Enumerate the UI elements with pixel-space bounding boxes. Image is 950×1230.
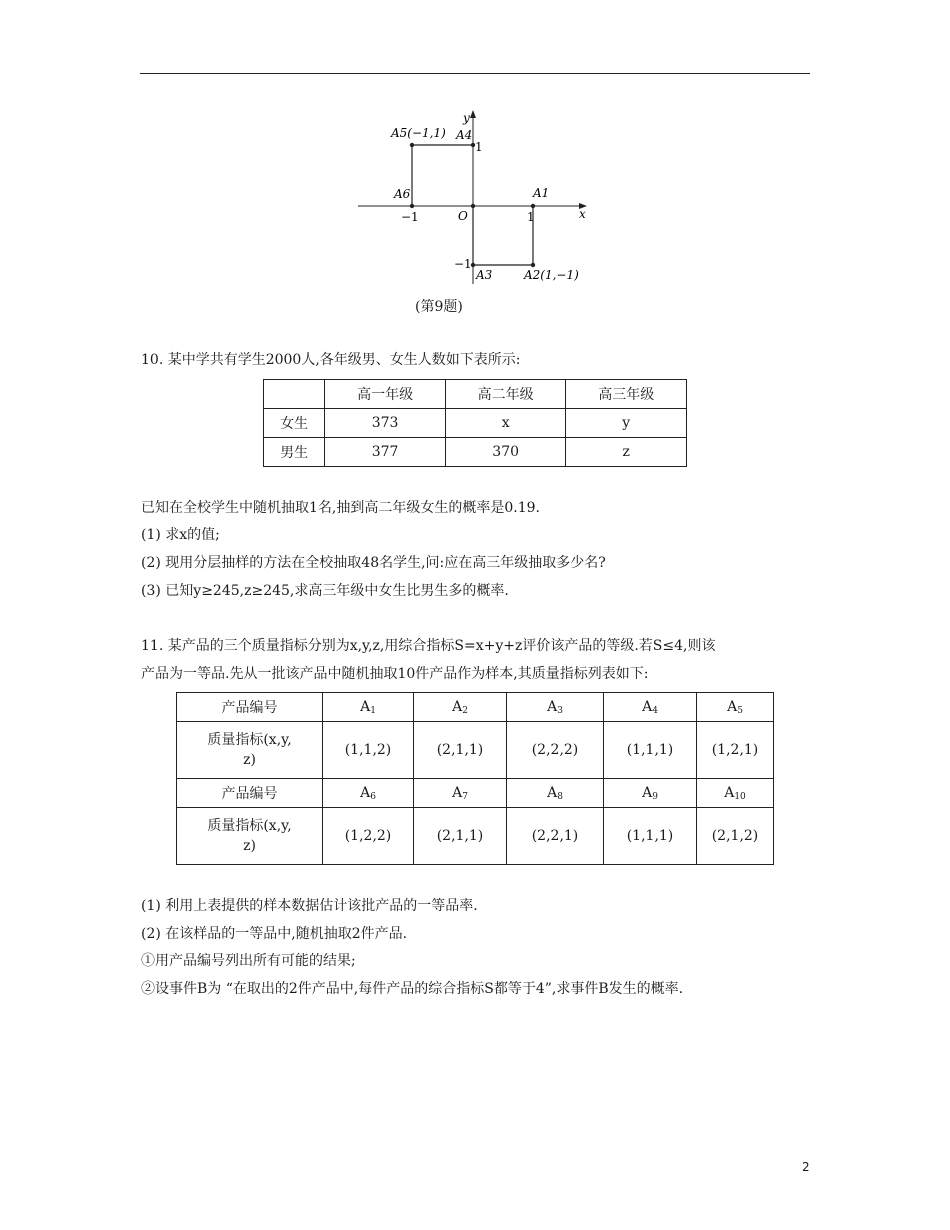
q10-given: 已知在全校学生中随机抽取1名,抽到高二年级女生的概率是0.19. <box>141 500 540 516</box>
label-a6: A6 <box>394 187 411 201</box>
q11-intro-line2: 产品为一等品.先从一批该产品中随机抽取10件产品作为样本,其质量指标列表如下: <box>141 666 649 682</box>
table-cell: $A_7$ <box>414 779 507 808</box>
table-row <box>177 779 774 808</box>
tick-neg1-y: −1 <box>454 257 472 271</box>
table-row <box>177 808 774 865</box>
table-cell: (2,1,1) <box>414 808 507 865</box>
table-cell: (2,2,1) <box>507 808 604 865</box>
table-cell: 质量指标(x,y, z) <box>177 722 323 779</box>
q10-intro: 10. 某中学共有学生2000人,各年级男、女生人数如下表所示: <box>141 352 521 368</box>
table-cell: 男生 <box>264 438 325 467</box>
table-cell: 产品编号 <box>177 693 323 722</box>
y-axis-arrow <box>470 110 476 118</box>
origin-label: O <box>458 209 468 223</box>
label-a4: A4 <box>456 128 473 142</box>
table-cell: (1,1,1) <box>604 722 697 779</box>
table-row <box>264 438 687 467</box>
table-cell: $A_6$ <box>323 779 414 808</box>
tick-1-x: 1 <box>527 210 535 224</box>
table-cell: (1,1,2) <box>323 722 414 779</box>
table-cell: $A_8$ <box>507 779 604 808</box>
table-cell: $A_3$ <box>507 693 604 722</box>
q10-part-2: (2) 现用分层抽样的方法在全校抽取48名学生,问:应在高三年级抽取多少名? <box>141 555 606 571</box>
q11-part-2: (2) 在该样品的一等品中,随机抽取2件产品. <box>141 926 408 942</box>
table-cell: (2,1,1) <box>414 722 507 779</box>
q11-table <box>176 692 774 865</box>
table-cell: (1,1,1) <box>604 808 697 865</box>
table-cell: (1,2,1) <box>697 722 774 779</box>
lower-right-square <box>473 206 533 265</box>
label-a3: A3 <box>476 268 493 282</box>
table-cell: 产品编号 <box>177 779 323 808</box>
point-a1 <box>531 204 535 208</box>
table-cell: $A_1$ <box>323 693 414 722</box>
table-cell: 女生 <box>264 409 325 438</box>
table-cell: 373 <box>325 409 446 438</box>
upper-left-square <box>412 145 473 206</box>
table-cell: 质量指标(x,y, z) <box>177 808 323 865</box>
point-origin <box>471 204 475 208</box>
table-row <box>264 409 687 438</box>
figure-caption: (第9题) <box>415 299 463 315</box>
q10-part-1: (1) 求x的值; <box>141 527 220 543</box>
table-cell: $A_5$ <box>697 693 774 722</box>
table-cell <box>264 380 325 409</box>
table-cell: y <box>566 409 687 438</box>
q10-table <box>263 379 687 467</box>
coordinate-figure <box>355 108 595 293</box>
q11-part-2a: ①用产品编号列出所有可能的结果; <box>141 953 356 969</box>
table-cell: (1,2,2) <box>323 808 414 865</box>
table-cell: 高三年级 <box>566 380 687 409</box>
label-a1: A1 <box>533 186 550 200</box>
q11-intro-line1: 11. 某产品的三个质量指标分别为x,y,z,用综合指标S=x+y+z评价该产品的等级.若S≤4,则该 <box>141 638 716 654</box>
table-cell: 377 <box>325 438 446 467</box>
q10-part-3: (3) 已知y≥245,z≥245,求高三年级中女生比男生多的概率. <box>141 583 509 599</box>
table-cell: 高二年级 <box>445 380 566 409</box>
label-a5: A5(−1,1) <box>391 126 446 140</box>
point-a5 <box>410 143 414 147</box>
table-cell: 370 <box>445 438 566 467</box>
header-rule <box>140 73 810 74</box>
table-cell: x <box>445 409 566 438</box>
table-cell: 高一年级 <box>325 380 446 409</box>
tick-1-y: 1 <box>475 140 483 154</box>
table-cell: $A_9$ <box>604 779 697 808</box>
table-cell: $A_{10}$ <box>697 779 774 808</box>
point-a2 <box>531 263 535 267</box>
table-row <box>264 380 687 409</box>
point-a6 <box>410 204 414 208</box>
table-cell: $A_4$ <box>604 693 697 722</box>
table-row <box>177 693 774 722</box>
table-row <box>177 722 774 779</box>
page-number: 2 <box>802 1160 810 1174</box>
table-cell: $A_2$ <box>414 693 507 722</box>
y-axis-label: y <box>463 111 470 125</box>
table-cell: (2,1,2) <box>697 808 774 865</box>
q11-part-1: (1) 利用上表提供的样本数据估计该批产品的一等品率. <box>141 898 478 914</box>
table-cell: z <box>566 438 687 467</box>
label-a2: A2(1,−1) <box>524 268 579 282</box>
tick-neg1-x: −1 <box>401 210 419 224</box>
table-cell: (2,2,2) <box>507 722 604 779</box>
q11-part-2b: ②设事件B为 “在取出的2件产品中,每件产品的综合指标S都等于4”,求事件B发生的概率. <box>141 981 684 997</box>
x-axis-label: x <box>579 207 586 221</box>
